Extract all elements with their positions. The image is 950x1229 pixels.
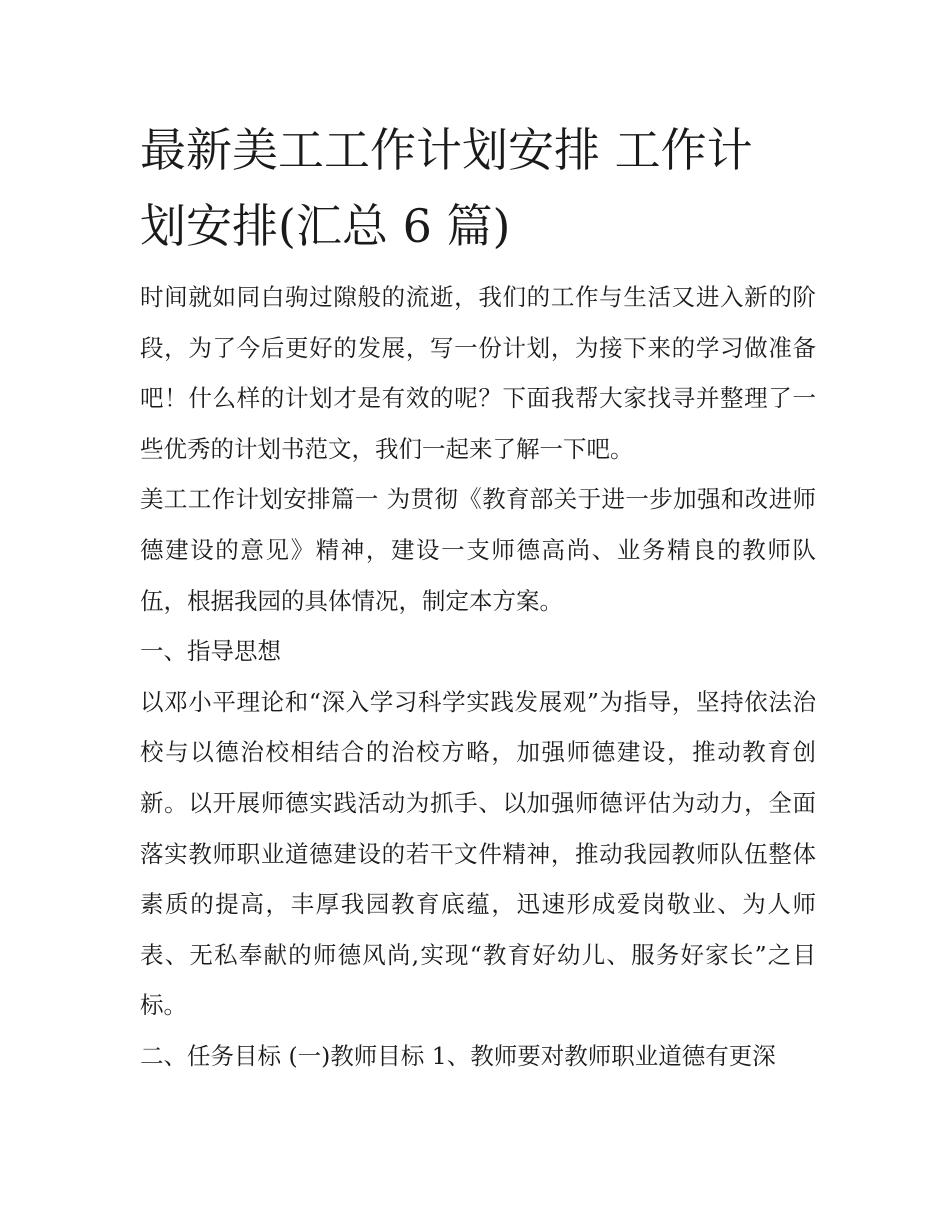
- document-page: [140, 112, 816, 1082]
- document-title-line-1: 最新美工工作计划安排 工作计: [140, 123, 753, 177]
- document-title-line-2: 划安排(汇总 6 篇): [140, 199, 511, 253]
- section-one-paragraph: 美工工作计划安排篇一 为贯彻《教育部关于进一步加强和改进师德建设的意见》精神，建设一支师德高尚、业务精良的教师队伍，根据我园的具体情况，制定本方案。: [140, 485, 816, 615]
- guiding-ideology-paragraph: 以邓小平理论和“深入学习科学实践发展观”为指导，坚持依法治校与以德治校相结合的治校方略，加强师德建设，推动教育创新。以开展师德实践活动为抓手、以加强师德评估为动力，全面落实教师职业道德建设的若干文件精神，推动我园教师队伍整体素质的提高，丰厚我园教育底蕴，迅速形成爱岗敬业、为人师表、无私奉献的师德风尚,实现“教育好幼儿、服务好家长”之目标。: [140, 687, 816, 1020]
- task-goals-paragraph: 二、任务目标 (一)教师目标 1、教师要对教师职业道德有更深: [140, 1041, 776, 1070]
- guiding-ideology-heading: 一、指导思想: [140, 637, 281, 666]
- intro-paragraph: 时间就如同白驹过隙般的流逝，我们的工作与生活又进入新的阶段，为了今后更好的发展，写一份计划，为接下来的学习做准备吧！什么样的计划才是有效的呢？下面我帮大家找寻并整理了一些优秀的计划书范文，我们一起来了解一下吧。: [140, 283, 816, 463]
- document-title: [140, 112, 816, 264]
